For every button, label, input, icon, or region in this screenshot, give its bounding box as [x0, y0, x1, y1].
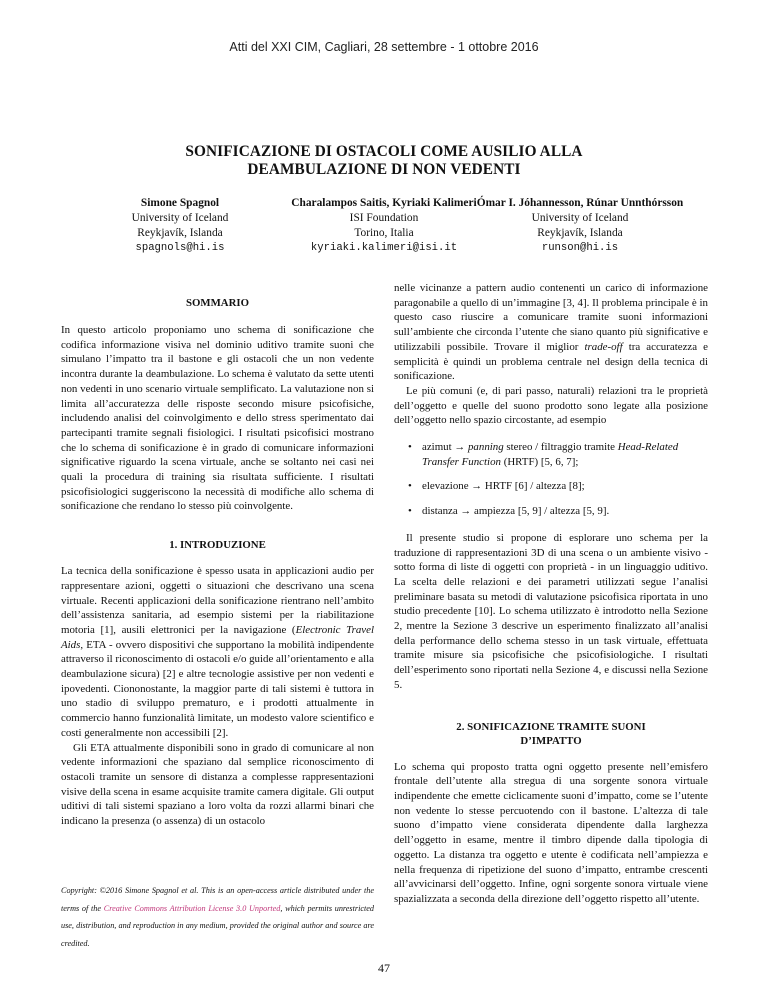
list-item: • azimut → panning stereo / filtraggio tramite Head-Related Transfer Function (HRTF) [5, 6, 7];: [394, 440, 708, 469]
intro-paragraph-1: La tecnica della sonificazione è spesso usata in applicazioni audio per rappresentare azioni, oggetti o situazioni che descrivano una scena virtuale. Recenti applicazioni della sonificazione rientrano nell’ambito dell’assistenza sanitaria, ad esempio sistemi per la riabilitazione motoria [1], ausili elettronici per la navigazione (Electronic Travel Aids, ETA - ovvero dispositivi che supportano la mobilità indipendente attraverso il riconoscimento di ostacoli e/o guide all’orientamento e alla deambulazione sicura) [2] e altre tecnologie assistive per non vedenti e ipovedenti. Ciononostante, la maggior parte di tali sistemi è tuttora in uno stadio di sviluppo prematuro, e i prodotti attualmente in commercio hanno funzionalità limitate, un modesto valore scientifico e costi generalmente non accessibili [2].: [61, 565, 374, 739]
body-paragraph: nelle vicinanze a pattern audio contenenti un carico di informazione paragonabile a quello di un’immagine [3, 4]. Il problema principale è in questo caso riuscire a comunicare tramite suoni informazioni sull’ambiente che circonda l’utente che siano quanto più significative e utilizzabili possibile. Trovare il miglior trade-off tra accuratezza e semplicità è quindi un problema centrale nel design della tecnica di sonificazione.: [394, 282, 708, 383]
body-paragraph: Le più comuni (e, di pari passo, naturali) relazioni tra le proprietà dell’oggetto e quelle del suono prodotto sono legate alla posizione dell’oggetto nello spazio circostante, ad esempio: [394, 384, 708, 427]
list-item: • elevazione → HRTF [6] / altezza [8];: [394, 479, 708, 494]
abstract-heading: SOMMARIO: [186, 297, 249, 309]
paper-title: SONIFICAZIONE DI OSTACOLI COME AUSILIO ALLA DEAMBULAZIONE DI NON VEDENTI: [185, 143, 583, 178]
section-heading-sonificazione: 2. SONIFICAZIONE TRAMITE SUONI D’IMPATTO: [456, 720, 646, 747]
author-email: kyriaki.kalimeri@isi.it: [310, 242, 458, 254]
list-item: • distanza → ampiezza [5, 9] / altezza [5, 9].: [394, 504, 708, 519]
abstract-text: In questo articolo proponiamo uno schema di sonificazione che codifica informazione visiva nel dominio uditivo tramite suoni che simulano l’impatto tra il bastone e gli ostacoli che un non vedente incontra durante la deambulazione. Lo schema è valutato da sette utenti non vedenti in uno scenario virtuale semplificato. La valutazione non si limita all’accuratezza delle risposte secondo misure psicofisiche, includendo analisi del coinvolgimento e dello stress sperimentato dai partecipanti tramite segnali fisiologici. I risultati psicofisici mostrano che lo schema di sonificazione è in grado di comunicare informazioni significative riguardo la scena virtuale, anche se soltanto nei casi nei quali la procedura di training sia risultata sufficiente. I risultati psicofisiologici suggeriscono la necessità di modifiche allo schema di sonificazione che rendano lo stesso più coinvolgente.: [61, 324, 374, 513]
body-paragraph: Il presente studio si propone di esplorare uno schema per la traduzione di rappresentazioni 3D di una scena o un ambiente visivo - sotto forma di liste di oggetti con proprietà - in un linguaggio uditivo. La scelta delle relazioni e dei parametri utilizzati segue l’analisi preliminare basata su metodi di valutazione psicofisica riportata in uno studio precedente [10]. Lo schema utilizzato è introdotto nella Sezione 2, mentre la Sezione 3 descrive un esperimento finalizzato all’analisi della performance dello schema stesso in un task virtuale, effettuata tramite misure sia psicofisiche che psicofisiologiche. I risultati dell’esperimento sono riportati nella Sezione 4, e discussi nella Sezione 5.: [394, 531, 708, 691]
author-email: runson@hi.is: [541, 242, 619, 254]
page-number: 47: [378, 961, 390, 975]
author-block-1: Simone Spagnol University of Iceland Reykjavík, Islanda spagnols@hi.is: [95, 196, 265, 256]
copyright-notice: Copyright: ©2016 Simone Spagnol et al. This is an open-access article distributed under the terms of the Creative Commons Attribution License 3.0 Unported, which permits unrestricted use, distribution, and reproduction in any medium, provided the original author and source are credited.: [61, 886, 374, 948]
author-block-3: Ómar I. Jóhannesson, Rúnar Unnthórsson University of Iceland Reykjavík, Islanda runson@hi.is: [430, 196, 730, 256]
section-heading-introduzione: 1. INTRODUZIONE: [169, 539, 266, 552]
author-email: spagnols@hi.is: [135, 242, 225, 254]
left-column: [61, 296, 374, 829]
bullet-list: [394, 440, 708, 519]
right-column: [394, 281, 708, 907]
license-link[interactable]: Creative Commons Attribution License 3.0 Unported: [103, 903, 281, 913]
body-paragraph: Lo schema qui proposto tratta ogni oggetto presente nell’emisfero frontale dell’utente alla stregua di una sorgente sonora virtuale indipendente che emette ciclicamente suoni d’impatto, come se l’utente non vedente lo stesse percuotendo con il bastone. L’altezza di tale suono d’impatto viene considerata dipendente dalla larghezza dell’oggetto in esame, mentre il timbro dipende dalla tipologia di oggetto. La distanza tra oggetto e utente è codificata nell’ampiezza e nella frequenza di ripetizione del suono d’impatto, entrambe crescenti all’avvicinarsi dell’oggetto. Infine, ogni sorgente sonora virtuale viene spazializzata a seconda della direzione dell’oggetto rispetto all’utente.: [394, 760, 708, 905]
running-header: Atti del XXI CIM, Cagliari, 28 settembre - 1 ottobre 2016: [229, 40, 539, 54]
author-block-2: Charalampos Saitis, Kyriaki Kalimeri ISI Foundation Torino, Italia kyriaki.kalimeri@isi.it: [234, 196, 534, 256]
intro-paragraph-2: Gli ETA attualmente disponibili sono in grado di comunicare al non vedente informazioni che spaziano dal semplice riconoscimento di ostacoli tramite un sensore di distanza a complesse rappresentazioni visive della scena in esame acquisite tramite camera digitale. Gli output uditivi di tali sistemi spaziano a loro volta da rozzi allarmi binari che indicano la presenza (o assenza) di un ostacolo: [61, 741, 374, 828]
